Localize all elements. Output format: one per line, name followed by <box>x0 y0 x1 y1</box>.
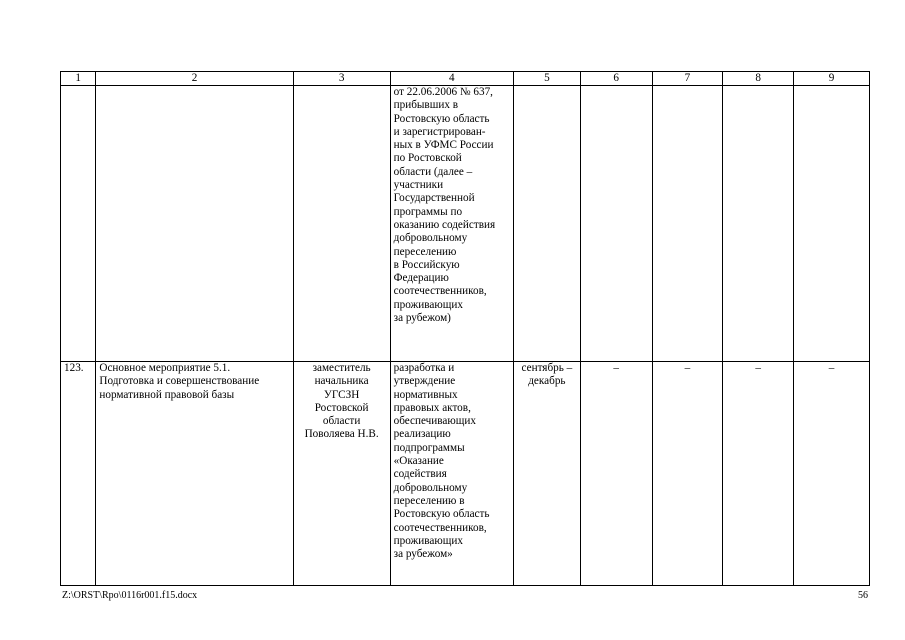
value-cell-9: – <box>794 362 870 586</box>
result-cell: от 22.06.2006 № 637, прибывших в Ростовскую область и зарегистрирован- ных в УФМС России по Ростовской области (далее – участники Государственной программы по оказанию содействия добровольному переселению в Российскую Федерацию соотечественников, проживающих за рубежом) <box>390 86 513 362</box>
result-cell: разработка и утверждение нормативных правовых актов, обеспечивающих реализацию подпрограммы «Оказание содействия добровольному переселению в Ростовскую область соотечественников, проживающих за рубежом» <box>390 362 513 586</box>
table-row <box>61 86 870 362</box>
value-cell-8: – <box>723 362 794 586</box>
header-cell-6: 6 <box>580 72 652 86</box>
header-cell-8: 8 <box>723 72 794 86</box>
header-cell-5: 5 <box>514 72 581 86</box>
table-row <box>61 362 870 586</box>
responsible-cell <box>293 86 390 362</box>
value-cell-9 <box>794 86 870 362</box>
plan-table <box>60 71 870 586</box>
footer-file-path: Z:\ORST\Rpo\0116r001.f15.docx <box>62 590 198 601</box>
header-cell-4: 4 <box>390 72 513 86</box>
value-cell-6: – <box>580 362 652 586</box>
header-cell-1: 1 <box>61 72 96 86</box>
responsible-cell: заместитель начальника УГСЗН Ростовской области Поволяева Н.В. <box>293 362 390 586</box>
header-row <box>61 72 870 86</box>
header-cell-9: 9 <box>794 72 870 86</box>
value-cell-7 <box>652 86 723 362</box>
period-cell: сентябрь – декабрь <box>514 362 581 586</box>
value-cell-8 <box>723 86 794 362</box>
header-cell-7: 7 <box>652 72 723 86</box>
activity-name-cell: Основное мероприятие 5.1. Подготовка и совершенствование нормативной правовой базы <box>96 362 293 586</box>
row-number-cell: 123. <box>61 362 96 586</box>
value-cell-6 <box>580 86 652 362</box>
header-cell-2: 2 <box>96 72 293 86</box>
header-cell-3: 3 <box>293 72 390 86</box>
value-cell-7: – <box>652 362 723 586</box>
activity-name-cell <box>96 86 293 362</box>
row-number-cell <box>61 86 96 362</box>
period-cell <box>514 86 581 362</box>
page-number: 56 <box>858 590 868 601</box>
